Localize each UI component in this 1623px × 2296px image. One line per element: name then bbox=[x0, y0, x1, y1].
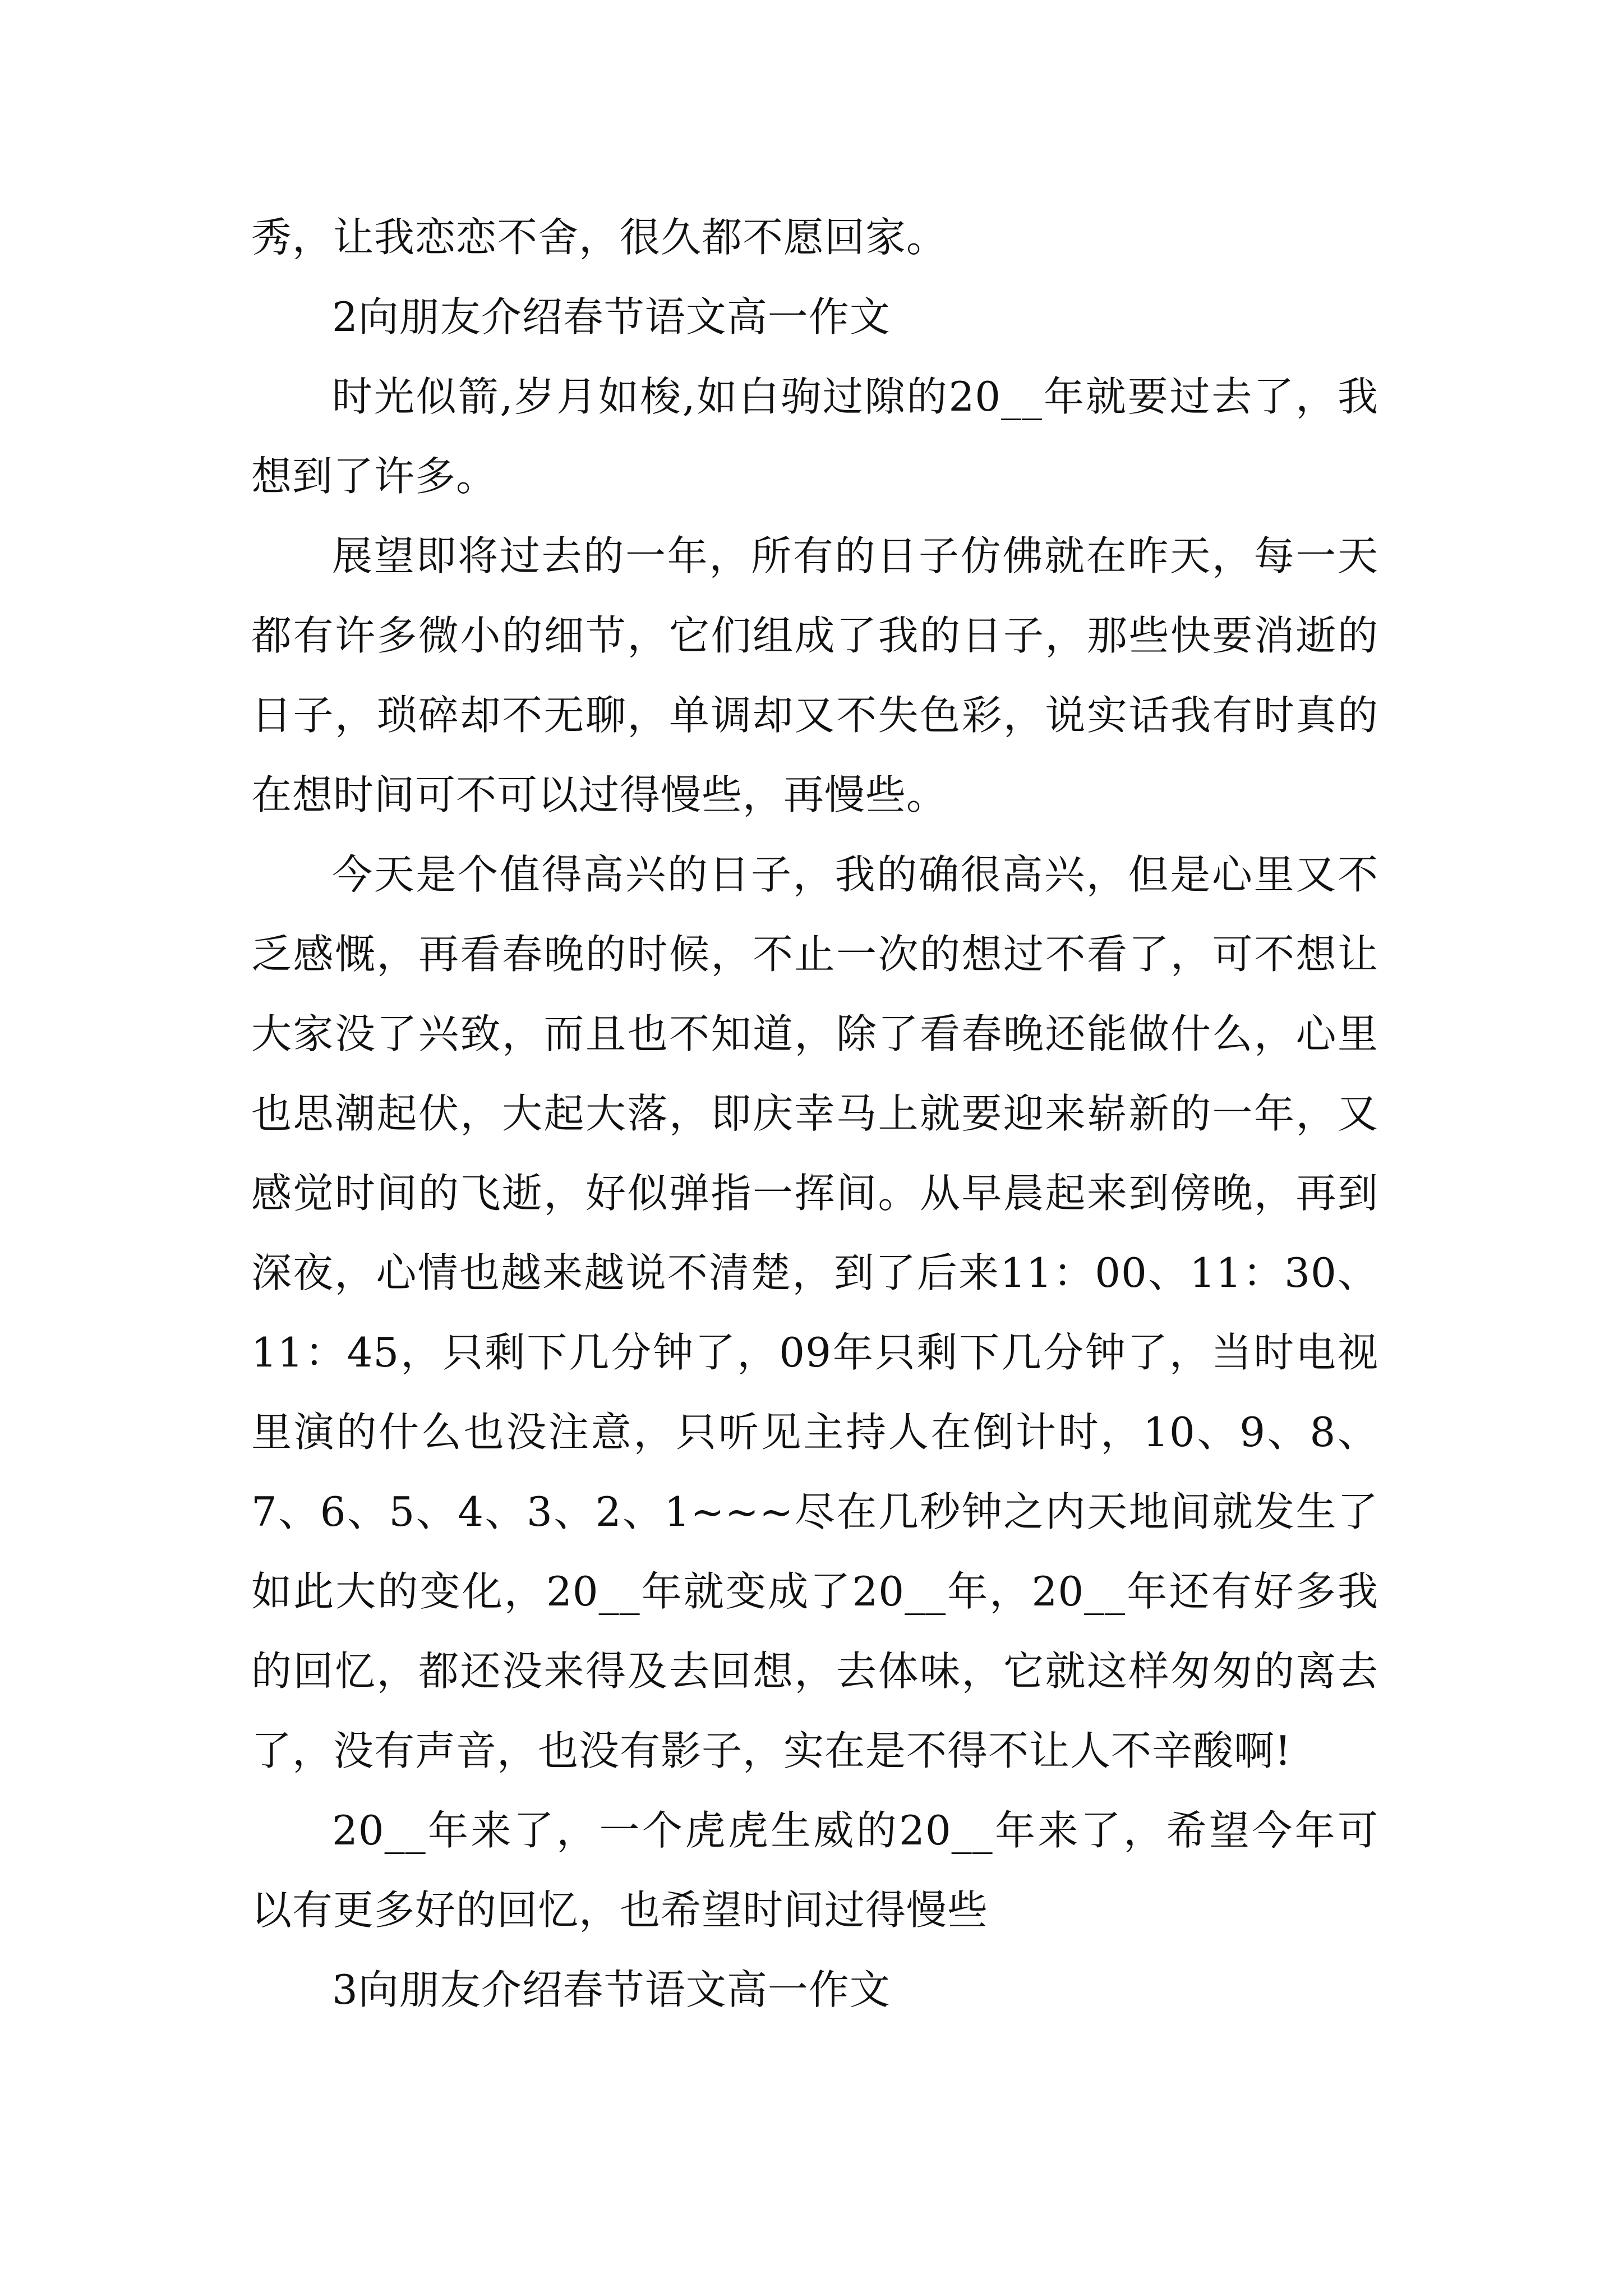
paragraph: 20__年来了，一个虎虎生威的20__年来了，希望今年可以有更多好的回忆，也希望时间过得慢些 bbox=[251, 1807, 1378, 1934]
section-heading-3: 3向朋友介绍春节语文高一作文 bbox=[332, 1966, 891, 2013]
paragraph-continued: 秀，让我恋恋不舍，很久都不愿回家。 bbox=[251, 214, 948, 261]
document-body bbox=[251, 197, 1378, 2030]
paragraph: 今天是个值得高兴的日子，我的确很高兴，但是心里又不乏感慨，再看春晚的时候，不止一次的想过不看了，可不想让大家没了兴致，而且也不知道，除了看春晚还能做什么，心里也思潮起伏，大起大落，即庆幸马上就要迎来崭新的一年，又感觉时间的飞逝，好似弹指一挥间。从早晨起来到傍晚，再到深夜，心情也越来越说不清楚，到了后来11：00、11：30、11：45，只剩下几分钟了，09年只剩下几分钟了，当时电视里演的什么也没注意，只听见主持人在倒计时，10、9、8、7、6、5、4、3、2、1~~~尽在几秒钟之内天地间就发生了如此大的变化，20__年就变成了20__年，20__年还有好多我的回忆，都还没来得及去回想，去体味，它就这样匆匆的离去了，没有声音，也没有影子，实在是不得不让人不辛酸啊! bbox=[251, 851, 1378, 1774]
paragraph: 时光似箭,岁月如梭,如白驹过隙的20__年就要过去了，我想到了许多。 bbox=[251, 373, 1378, 500]
section-heading-2: 2向朋友介绍春节语文高一作文 bbox=[332, 293, 891, 341]
paragraph: 展望即将过去的一年，所有的日子仿佛就在昨天，每一天都有许多微小的细节，它们组成了我的日子，那些快要消逝的日子，琐碎却不无聊，单调却又不失色彩，说实话我有时真的在想时间可不可以过得慢些，再慢些。 bbox=[251, 532, 1378, 818]
